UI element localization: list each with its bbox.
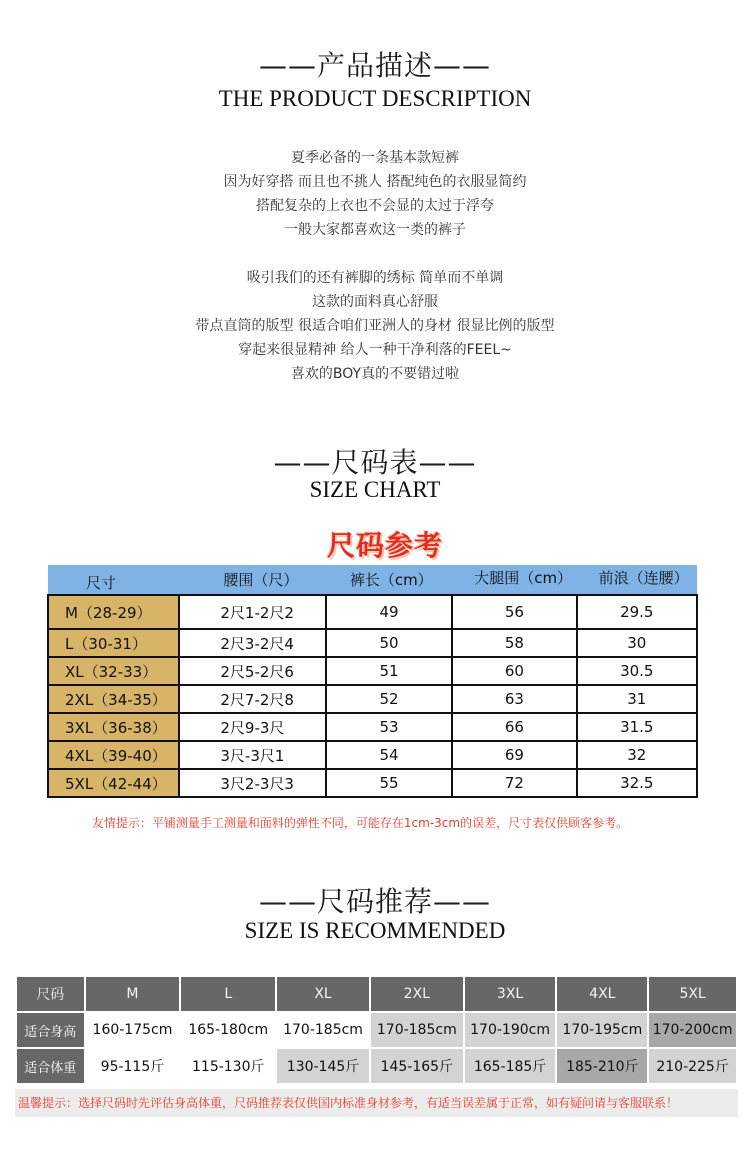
waist-cell: 2尺3-2尺4 [179,629,325,657]
size-cell: L（30-31） [48,629,179,657]
table-row [48,685,697,713]
table-row [48,629,697,657]
recommendation-header: 2XL [371,977,463,1011]
table-row [48,595,697,629]
size-chart-title: ——尺码表—— [273,446,477,479]
rise-cell: 30 [577,629,697,657]
height-row [17,1013,736,1047]
table-row [48,769,697,797]
weight-cell: 210-225斤 [649,1049,736,1083]
size-chart-header: 尺寸 [48,565,179,595]
description-text [0,146,750,386]
thigh-cell: 58 [452,629,576,657]
description-line: 夏季必备的一条基本款短裤 [291,150,459,166]
height-cell: 160-175cm [86,1013,180,1047]
rise-cell: 30.5 [577,657,697,685]
height-label: 适合身高 [17,1013,84,1047]
recommendation-header: L [181,977,275,1011]
recommendation-header: 5XL [649,977,736,1011]
recommendation-header: M [86,977,180,1011]
size-recommended-title: ——尺码推荐—— [258,885,491,918]
length-cell: 51 [326,657,452,685]
size-chart-note: 友情提示：平铺测量手工测量和面料的弹性不同，可能存在1cm-3cm的误差，尺寸表仅供顾客参考。 [91,816,629,830]
thigh-cell: 66 [452,713,576,741]
recommendation-header: 尺码 [17,977,84,1011]
size-cell: 5XL（42-44） [48,769,179,797]
description-line: 一般大家都喜欢这一类的裤子 [284,222,466,238]
description-line: 这款的面料真心舒服 [312,294,438,310]
length-cell: 53 [326,713,452,741]
size-cell: 2XL（34-35） [48,685,179,713]
size-recommended-subtitle: SIZE IS RECOMMENDED [244,918,506,943]
product-description-subtitle: THE PRODUCT DESCRIPTION [218,86,532,111]
table-row [48,713,697,741]
weight-label: 适合体重 [17,1049,84,1083]
weight-cell: 115-130斤 [181,1049,275,1083]
recommendation-header-row [17,977,736,1011]
size-chart-header: 裤长（cm） [326,565,452,595]
weight-cell: 165-185斤 [465,1049,556,1083]
size-chart-header: 大腿围（cm） [452,565,576,595]
waist-cell: 2尺1-2尺2 [179,595,325,629]
weight-cell: 130-145斤 [277,1049,369,1083]
weight-cell: 95-115斤 [86,1049,180,1083]
size-recommendation-note: 温馨提示：选择尺码时先评估身高体重，尺码推荐表仅供国内标准身材参考，有适当误差属于正常，如有疑问请与客服联系！ [15,1089,738,1117]
rise-cell: 29.5 [577,595,697,629]
waist-cell: 3尺-3尺1 [179,741,325,769]
thigh-cell: 60 [452,657,576,685]
description-line: 穿起来很显精神 给人一种干净利落的FEEL~ [238,342,512,358]
height-cell: 170-200cm [649,1013,736,1047]
waist-cell: 2尺5-2尺6 [179,657,325,685]
description-line: 因为好穿搭 而且也不挑人 搭配纯色的衣服显简约 [223,174,527,190]
waist-cell: 3尺2-3尺3 [179,769,325,797]
weight-cell: 145-165斤 [371,1049,463,1083]
height-cell: 170-190cm [465,1013,556,1047]
recommendation-header: XL [277,977,369,1011]
product-description-title: ——产品描述—— [258,49,491,82]
rise-cell: 32 [577,741,697,769]
table-row [48,741,697,769]
size-recommendation-table [15,975,738,1085]
length-cell: 49 [326,595,452,629]
thigh-cell: 56 [452,595,576,629]
rise-cell: 31 [577,685,697,713]
description-line: 吸引我们的还有裤脚的绣标 简单而不单调 [246,270,504,286]
size-cell: XL（32-33） [48,657,179,685]
height-cell: 170-195cm [557,1013,647,1047]
length-cell: 52 [326,685,452,713]
height-cell: 165-180cm [181,1013,275,1047]
weight-cell: 185-210斤 [557,1049,647,1083]
length-cell: 54 [326,741,452,769]
thigh-cell: 69 [452,741,576,769]
waist-cell: 2尺7-2尺8 [179,685,325,713]
description-line: 喜欢的BOY真的不要错过啦 [290,366,460,382]
size-chart-subtitle: SIZE CHART [309,477,441,502]
recommendation-header: 3XL [465,977,556,1011]
description-line: 搭配复杂的上衣也不会显的太过于浮夸 [256,198,494,214]
thigh-cell: 72 [452,769,576,797]
description-line: 带点直筒的版型 很适合咱们亚洲人的身材 很显比例的版型 [195,318,555,334]
waist-cell: 2尺9-3尺 [179,713,325,741]
rise-cell: 31.5 [577,713,697,741]
size-cell: 4XL（39-40） [48,741,179,769]
size-chart-table [47,565,698,798]
size-chart-header: 前浪（连腰） [577,565,697,595]
size-cell: M（28-29） [48,595,179,629]
table-row [48,657,697,685]
height-cell: 170-185cm [277,1013,369,1047]
height-cell: 170-185cm [371,1013,463,1047]
weight-row [17,1049,736,1083]
size-chart-header: 腰围（尺） [179,565,325,595]
length-cell: 50 [326,629,452,657]
recommendation-header: 4XL [557,977,647,1011]
length-cell: 55 [326,769,452,797]
size-chart-header-row [48,565,697,595]
rise-cell: 32.5 [577,769,697,797]
thigh-cell: 63 [452,685,576,713]
size-cell: 3XL（36-38） [48,713,179,741]
size-reference-label: 尺码参考 [326,529,443,562]
